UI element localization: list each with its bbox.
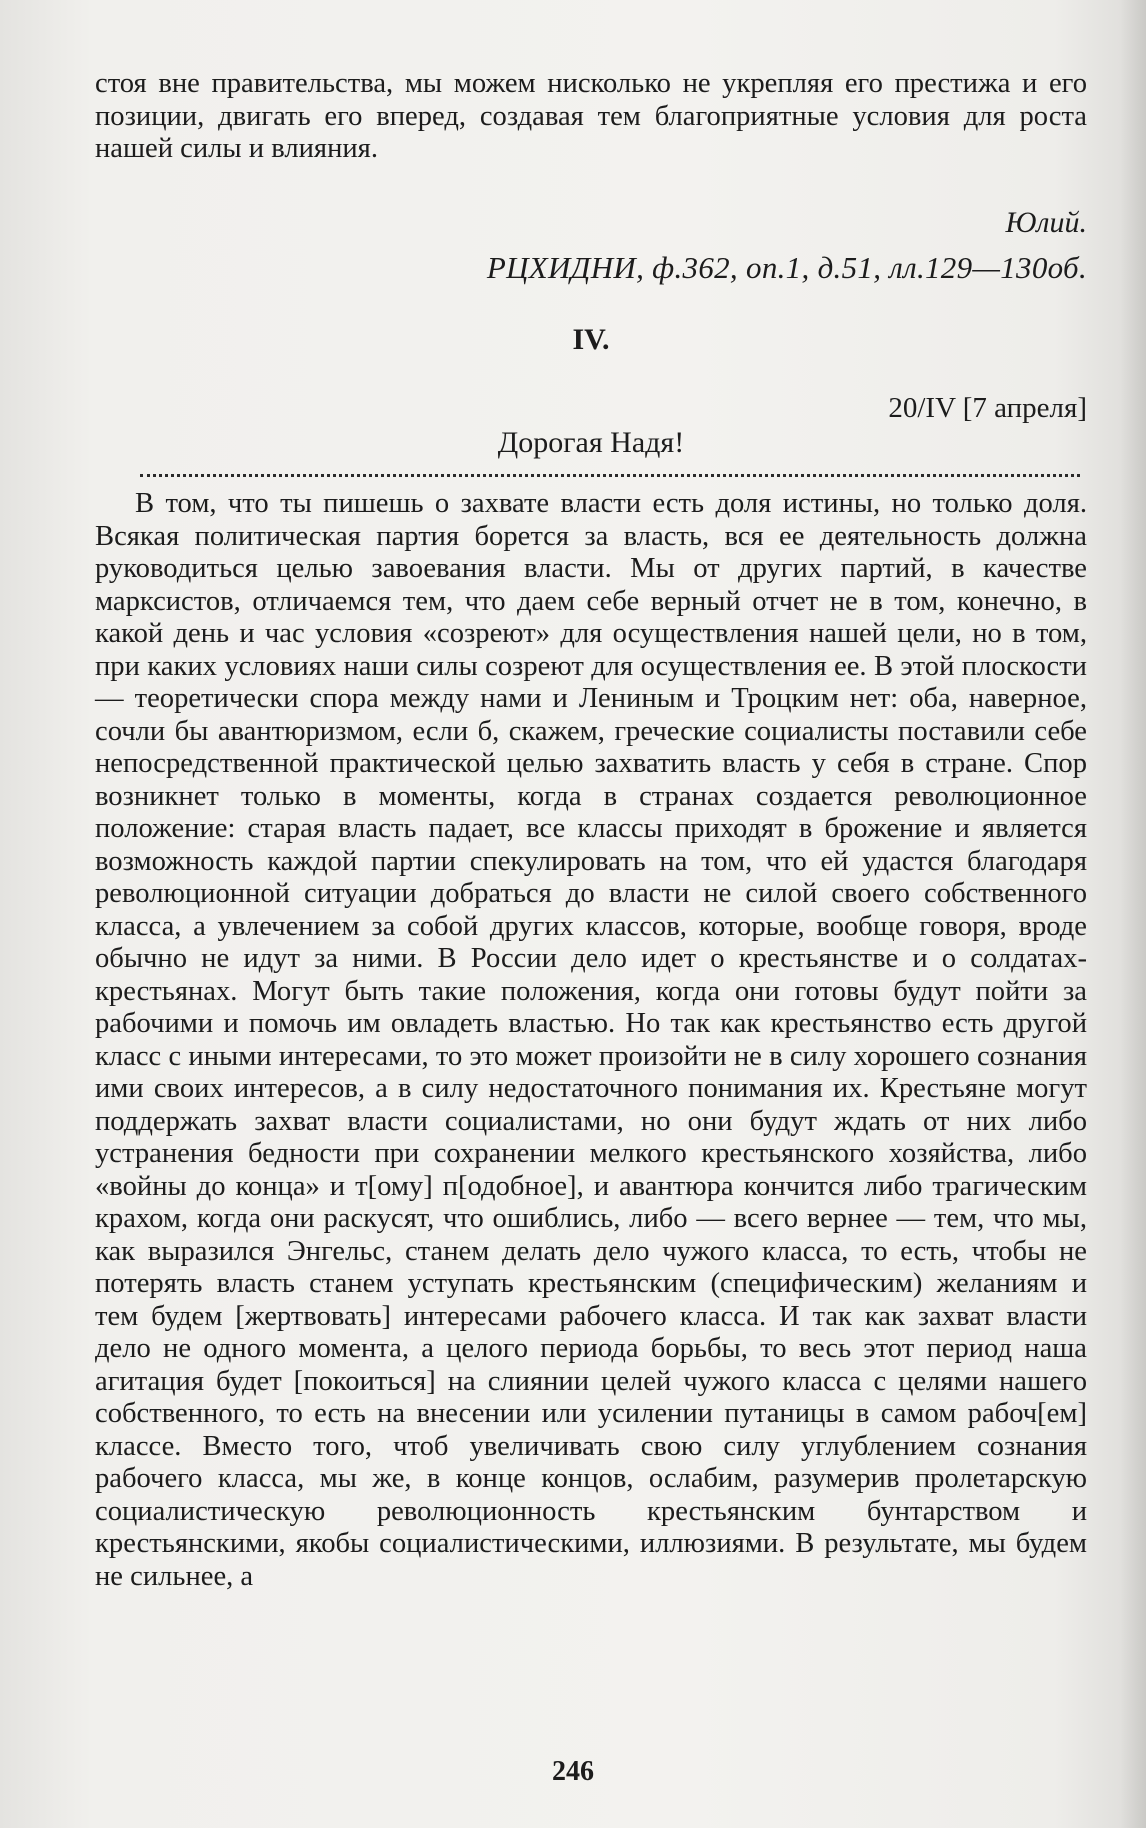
letter-greeting: Дорогая Надя!	[497, 426, 685, 459]
continuation-paragraph: стоя вне правительства, мы можем нисколько не укрепляя его престижа и его позиции, двигать его вперед, создавая тем благоприятные условия для роста нашей силы и влияния.	[95, 68, 1087, 164]
page-number: 246	[552, 1756, 594, 1787]
omission-dotted-line	[140, 474, 1080, 477]
archive-reference: РЦХИДНИ, ф.362, оп.1, д.51, лл.129—130об.	[486, 250, 1087, 285]
letter-date: 20/IV [7 апреля]	[888, 392, 1087, 424]
section-number: IV.	[572, 323, 610, 356]
letter-body-paragraph: В том, что ты пишешь о захвате власти есть доля истины, но только доля. Всякая политическая партия борется за власть, вся ее деятельность должна руководиться целью завоевания власти. Мы от других партий, в качестве марксистов, отличаемся тем, что даем себе верный отчет не в том, конечно, в какой день и час условия «созреют» для осуществления нашей цели, но в том, при каких условиях наши силы созреют для осуществления ее. В этой плоскости — теоретически спора между нами и Лениным и Троцким нет: оба, наверное, сочли бы авантюризмом, если б, скажем, греческие социалисты поставили себе непосредственной практической целью захватить власть у себя в стране. Спор возникнет только в моменты, когда в странах создается революционное положение: старая власть падает, все классы приходят в брожение и является возможность каждой партии спекулировать на том, что ей удастся благодаря революционной ситуации добраться до власти не силой своего собственного класса, а увлечением за собой других классов, которые, вообще говоря, вроде обычно не идут за ними. В России дело идет о крестьянстве и о солдатах-крестьянах. Могут быть такие положения, когда они готовы будут пойти за рабочими и помочь им овладеть властью. Но так как крестьянство есть другой класс с иными интересами, то это может произойти не в силу хорошего сознания ими своих интересов, а в силу недостаточного понимания их. Крестьяне могут поддержать захват власти социалистами, но они будут ждать от них либо устранения бедности при сохранении мелкого крестьянского хозяйства, либо «войны до конца» и т[ому] п[одобное], и авантюра кончится либо трагическим крахом, когда они раскусят, что ошиблись, либо — всего вернее — тем, что мы, как выразился Энгельс, станем делать дело чужого класса, то есть, чтобы не потерять власть станем уступать крестьянским (специфическим) желаниям и тем будем [жертвовать] интересами рабочего класса. И так как захват власти дело не одного момента, а целого периода борьбы, то весь этот период наша агитация будет [покоиться] на слиянии целей чужого класса с целями нашего собственного, то есть на внесении или усилении путаницы в самом рабоч[ем] классе. Вместо того, чтоб увеличивать свою силу углублением сознания рабочего класса, мы же, в конце концов, ослабим, разумерив пролетарскую социалистическую революционность крестьянским бунтарством и крестьянскими, якобы социалистическими, иллюзиями. В результате, мы будем не сильнее, а	[95, 488, 1087, 1592]
letter-signature: Юлий.	[1005, 206, 1087, 239]
scan-edge-shadow	[1120, 0, 1146, 1828]
